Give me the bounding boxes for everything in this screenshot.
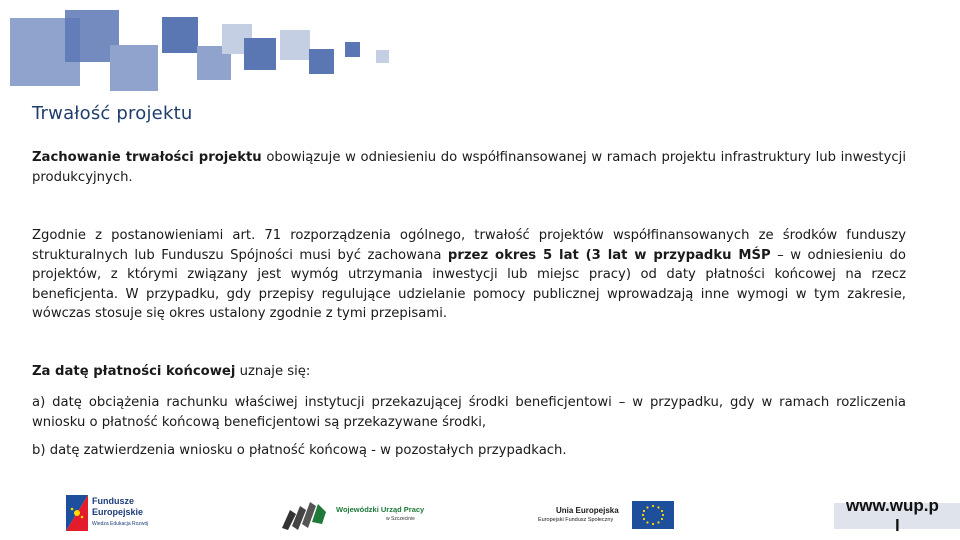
paragraph-1-text: obowiązuje w odniesieniu do współfinansowanej w ramach projektu infrastruktury lub inwestycji produkcyjnych. — [32, 150, 906, 185]
paragraph-2-bold: przez okres 5 lat (3 lat w przypadku MŚP — [447, 247, 771, 263]
fe-line3: Wiedza Edukacja Rozwój — [92, 521, 149, 527]
website-url-continued[interactable]: l — [895, 516, 900, 535]
square — [162, 17, 198, 53]
wup-line2: w Szczecinie — [386, 516, 415, 522]
eu-flag-icon — [632, 501, 674, 529]
square — [309, 49, 334, 74]
paragraph-3-text: uznaje się: — [235, 364, 311, 379]
fe-flag-icon — [66, 495, 88, 531]
fe-line2: Europejskie — [92, 507, 144, 517]
paragraph-4: a) datę obciążenia rachunku właściwej instytucji przekazującej środki beneficjentowi – w przypadku, gdy w ramach rozliczenia wniosku o płatność końcową beneficjentowi są przekazywane środki, — [32, 395, 906, 430]
paragraph-1 — [32, 148, 906, 187]
paragraph-2 — [32, 226, 906, 324]
square — [244, 38, 276, 70]
square — [376, 50, 389, 63]
paragraph-3-bold: Za datę płatności końcowej — [32, 364, 236, 379]
website-url[interactable]: www.wup.p — [846, 496, 939, 515]
square — [345, 42, 360, 57]
square — [110, 45, 158, 91]
ue-line1: Unia Europejska — [556, 506, 619, 515]
wup-stairs-icon — [282, 500, 330, 530]
logo-unia-europejska — [538, 500, 678, 532]
paragraph-2-text-b: – w odniesieniu do projektów, z którymi związany jest wymóg utrzymania inwestycji lub miejsc pracy) od daty płatności końcowej na rzecz beneficjenta. W przypadku, gdy przepisy regulujące udzielanie pomocy publicznej wprowadzają inne wymogi w tym zakresie, wówczas stosuje się okres ustalony zgodnie z tymi przepisami. — [32, 247, 906, 321]
slide-title: Trwałość projektu — [32, 103, 193, 124]
paragraph-3 — [32, 362, 906, 382]
paragraph-5: b) datę zatwierdzenia wniosku o płatność końcową - w pozostałych przypadkach. — [32, 443, 567, 458]
fe-line1: Fundusze — [92, 496, 134, 506]
logo-wup — [282, 498, 432, 532]
paragraph-1-bold: Zachowanie trwałości projektu — [32, 150, 262, 165]
logo-fundusze-europejskie — [66, 493, 176, 533]
ue-line2: Europejski Fundusz Społeczny — [538, 517, 614, 523]
paragraph-2-text-a: Zgodnie z postanowieniami art. 71 rozporządzenia ogólnego, trwałość projektów współfinansowanych ze środków funduszy strukturalnych lub Funduszu Spójności musi być zachowana — [32, 228, 906, 263]
wup-line1: Wojewódzki Urząd Pracy — [336, 505, 425, 514]
square — [280, 30, 310, 60]
